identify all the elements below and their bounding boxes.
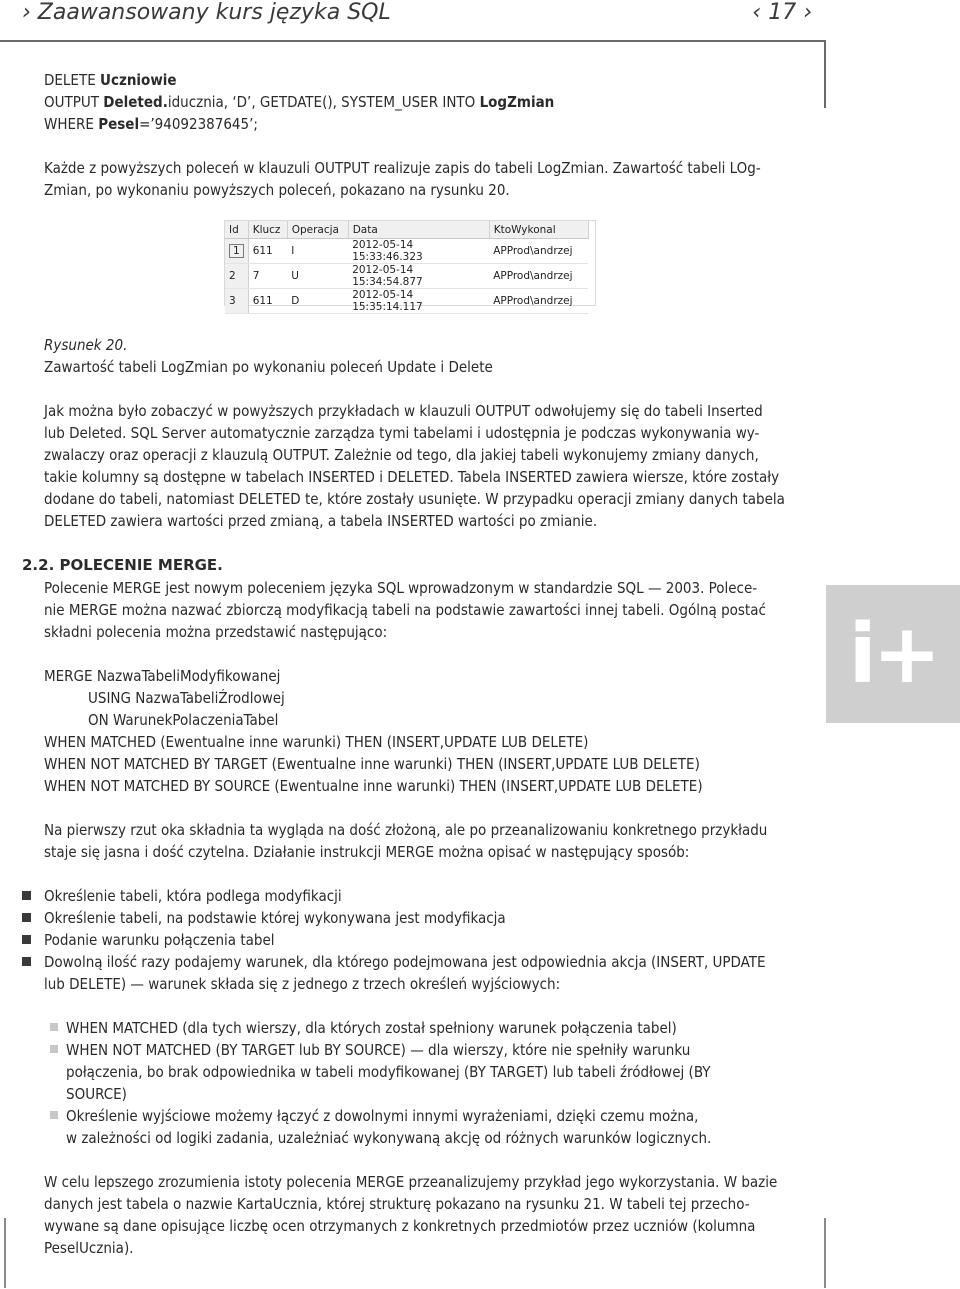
paragraph-line: Na pierwszy rzut oka składnia ta wygląda na dość złożoną, ale po przeanalizowaniu konkretnego przykładu	[44, 821, 768, 839]
paragraph-line: zwalaczy oraz operacji z klauzulą OUTPUT. Zależnie od tego, dla jakiej tabeli wykonujemy zmiany danych,	[44, 446, 759, 464]
paragraph-line: DELETED zawiera wartości przed zmianą, a tabela INSERTED wartości po zmianie.	[44, 512, 598, 530]
bullet-square-icon	[22, 913, 31, 922]
code-line: OUTPUT Deleted.iducznia, ‘D’, GETDATE(), SYSTEM_USER INTO LogZmian	[44, 93, 555, 111]
paragraph-line: takie kolumny są dostępne w tabelach INSERTED i DELETED. Tabela INSERTED zawiera wiersze, które zostały	[44, 468, 780, 486]
figure-table-logzmian	[224, 220, 596, 313]
sub-list-item-continuation: w zależności od logiki zadania, uzależniać wykonywaną akcję od różnych warunków logicznych.	[66, 1129, 712, 1147]
sub-list-item-continuation: SOURCE)	[66, 1085, 127, 1103]
code-line: MERGE NazwaTabeliModyfikowanej	[44, 667, 281, 685]
column-header: Data	[348, 221, 489, 239]
paragraph-line: Polecenie MERGE jest nowym poleceniem języka SQL wprowadzonym w standardzie SQL — 2003. Polece-	[44, 579, 758, 597]
paragraph-line: dodane do tabeli, natomiast DELETED te, które zostały usunięte. W przypadku operacji zmiany danych tabela	[44, 490, 785, 508]
figure-caption-text: Zawartość tabeli LogZmian po wykonaniu poleceń Update i Delete	[44, 358, 493, 376]
sub-list-item: WHEN NOT MATCHED (BY TARGET lub BY SOURCE) — dla wierszy, które nie spełniły warunku	[66, 1041, 691, 1059]
column-header: Klucz	[248, 221, 287, 239]
paragraph-line: składni polecenia można przedstawić następująco:	[44, 623, 388, 641]
paragraph-line: Każde z powyższych poleceń w klauzuli OUTPUT realizuje zapis do tabeli LogZmian. Zawartość tabeli LOg-	[44, 159, 761, 177]
figure-caption-label: Rysunek 20.	[44, 336, 128, 354]
paragraph-line: danych jest tabela o nazwie KartaUcznia, której strukturę pokazano na rysunku 21. W tabeli tej przecho-	[44, 1195, 750, 1213]
code-line: DELETE Uczniowie	[44, 71, 177, 89]
sub-bullet-square-icon	[50, 1045, 58, 1053]
code-line: WHEN MATCHED (Ewentualne inne warunki) THEN (INSERT,UPDATE LUB DELETE)	[44, 733, 589, 751]
bullet-square-icon	[22, 891, 31, 900]
paragraph-line: wywane są dane opisujące liczbę ocen otrzymanych z konkretnych przedmiotów przez uczniów (kolumna	[44, 1217, 756, 1235]
bullet-square-icon	[22, 957, 31, 966]
paragraph-line: W celu lepszego zrozumienia istoty polecenia MERGE przeanalizujemy przykład jego wykorzystania. W bazie	[44, 1173, 778, 1191]
code-line: ON WarunekPolaczeniaTabel	[88, 711, 279, 729]
list-item: Dowolną ilość razy podajemy warunek, dla którego podejmowana jest odpowiednia akcja (INSERT, UPDATE	[44, 953, 766, 971]
paragraph-line: nie MERGE można nazwać zbiorczą modyfikacją tabeli na podstawie zawartości innej tabeli. Ogólną postać	[44, 601, 766, 619]
sub-list-item-continuation: połączenia, bo brak odpowiednika w tabeli modyfikowanej (BY TARGET) lub tabeli źródłowej (BY	[66, 1063, 711, 1081]
paragraph-line: Jak można było zobaczyć w powyższych przykładach w klauzuli OUTPUT odwołujemy się do tabeli Inserted	[44, 402, 763, 420]
sub-list-item: WHEN MATCHED (dla tych wierszy, dla których został spełniony warunek połączenia tabel)	[66, 1019, 677, 1037]
margin-rule	[824, 40, 826, 108]
sub-bullet-square-icon	[50, 1023, 58, 1031]
list-item: Określenie tabeli, na podstawie której wykonywana jest modyfikacja	[44, 909, 506, 927]
code-line: WHEN NOT MATCHED BY SOURCE (Ewentualne inne warunki) THEN (INSERT,UPDATE LUB DELETE)	[44, 777, 703, 795]
side-badge: i+	[826, 585, 960, 723]
table-row: 2 7 U 2012-05-14 15:34:54.877 APProd\andrzej	[225, 264, 588, 289]
column-header: Id	[225, 221, 248, 239]
table-row: 3 611 D 2012-05-14 15:35:14.117 APProd\andrzej	[225, 289, 588, 314]
header-rule	[0, 40, 826, 42]
code-line: WHEN NOT MATCHED BY TARGET (Ewentualne inne warunki) THEN (INSERT,UPDATE LUB DELETE)	[44, 755, 700, 773]
column-header: Operacja	[287, 221, 348, 239]
page-header	[0, 0, 960, 28]
page-number: ‹ 17 ›	[752, 0, 812, 25]
paragraph-line: lub Deleted. SQL Server automatycznie zarządza tymi tabelami i udostępnia je podczas wykonywania wy-	[44, 424, 760, 442]
code-line: USING NazwaTabeliŹrodlowej	[88, 689, 285, 707]
margin-rule	[824, 1218, 826, 1288]
list-item-continuation: lub DELETE) — warunek składa się z jednego z trzech określeń wyjściowych:	[44, 975, 561, 993]
section-heading: 2.2. POLECENIE MERGE.	[22, 556, 223, 574]
book-title: › Zaawansowany kurs języka SQL	[22, 0, 391, 25]
bullet-square-icon	[22, 935, 31, 944]
column-header: KtoWykonal	[489, 221, 588, 239]
code-line: WHERE Pesel=’94092387645’;	[44, 115, 258, 133]
paragraph-line: Zmian, po wykonaniu powyższych poleceń, pokazano na rysunku 20.	[44, 181, 510, 199]
list-item: Określenie tabeli, która podlega modyfikacji	[44, 887, 342, 905]
paragraph-line: PeselUcznia).	[44, 1239, 134, 1257]
list-item: Podanie warunku połączenia tabel	[44, 931, 275, 949]
table-row: 1 611 I 2012-05-14 15:33:46.323 APProd\andrzej	[225, 239, 588, 264]
paragraph-line: staje się jasna i dość czytelna. Działanie instrukcji MERGE można opisać w następujący sposób:	[44, 843, 690, 861]
margin-rule	[4, 1218, 6, 1288]
sub-bullet-square-icon	[50, 1111, 58, 1119]
sub-list-item: Określenie wyjściowe możemy łączyć z dowolnymi innymi wyrażeniami, dzięki czemu można,	[66, 1107, 699, 1125]
